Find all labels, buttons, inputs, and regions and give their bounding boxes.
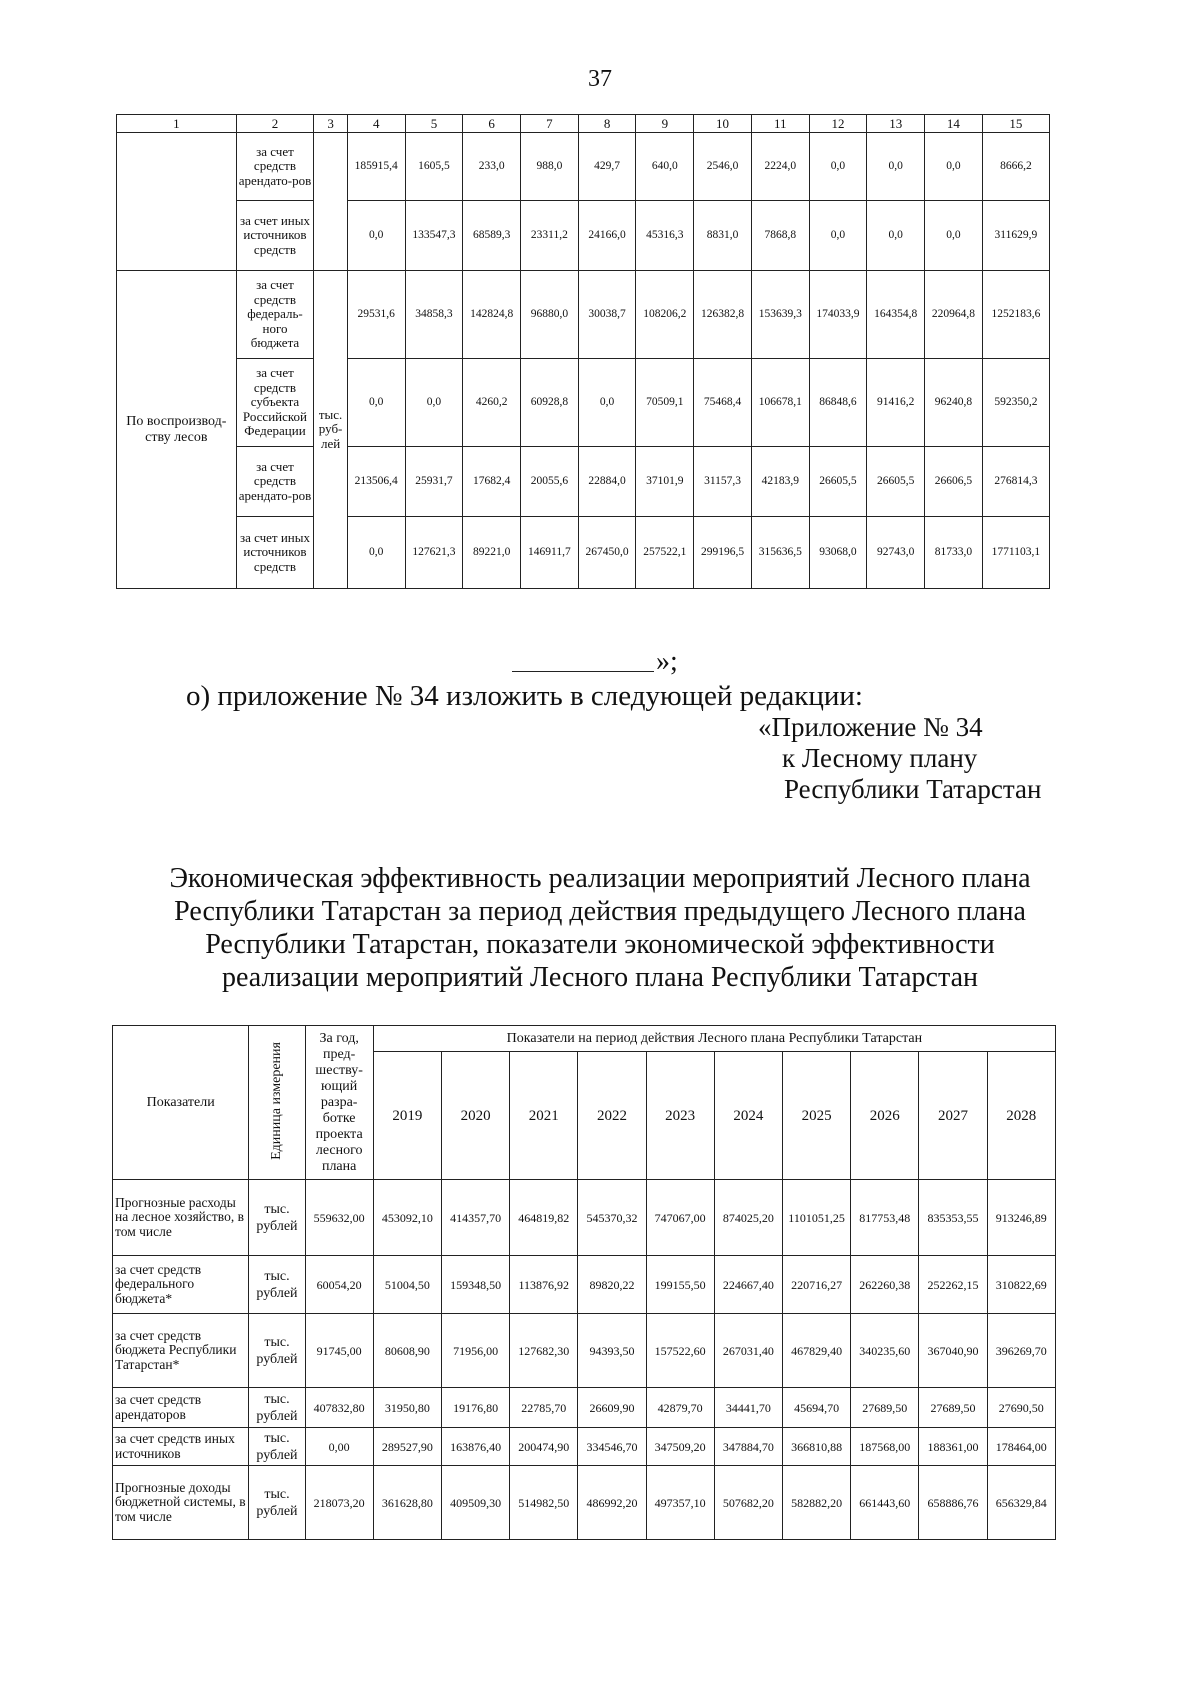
value-cell: 396269,70 [987,1314,1055,1388]
value-cell: 8666,2 [982,133,1049,201]
value-cell: 26609,90 [578,1388,646,1428]
year-header: 2019 [373,1052,441,1180]
table-row [117,201,1050,271]
value-cell: 640,0 [636,133,694,201]
value-cell: 146911,7 [521,517,579,589]
value-cell: 45694,70 [782,1388,850,1428]
value-cell: 42879,70 [646,1388,714,1428]
value-cell: 23311,2 [521,201,579,271]
table-row [113,1314,1056,1388]
value-cell: 299196,5 [694,517,752,589]
value-cell: 334546,70 [578,1428,646,1466]
value-cell: 42183,9 [751,447,809,517]
value-cell: 96880,0 [521,271,579,359]
indicator-cell: за счет средств иных источников [113,1428,249,1466]
value-cell: 89820,22 [578,1256,646,1314]
value-cell: 453092,10 [373,1180,441,1256]
table-row [117,447,1050,517]
unit-cell: тыс. рублей [249,1466,305,1540]
value-cell: 75468,4 [694,359,752,447]
value-cell: 37101,9 [636,447,694,517]
budget-source-table [116,114,1050,589]
economic-efficiency-table [112,1025,1056,1540]
value-cell: 89221,0 [463,517,521,589]
value-cell: 127621,3 [405,517,463,589]
prev-year-cell: 60054,20 [305,1256,373,1314]
value-cell: 656329,84 [987,1466,1055,1540]
value-cell: 0,0 [925,201,983,271]
value-cell: 311629,9 [982,201,1049,271]
prev-year-cell: 0,00 [305,1428,373,1466]
value-cell: 340235,60 [851,1314,919,1388]
table-row [117,359,1050,447]
value-cell: 164354,8 [867,271,925,359]
title-line: Республики Татарстан, показатели экономической эффективности [205,929,995,960]
header-unit: Единица измерения [249,1026,305,1180]
source-cell: за счет средств арендато-ров [236,447,314,517]
value-cell: 0,0 [809,201,867,271]
value-cell: 91416,2 [867,359,925,447]
indicator-cell: Прогнозные доходы бюджетной системы, в том числе [113,1466,249,1540]
value-cell: 17682,4 [463,447,521,517]
value-cell: 497357,10 [646,1466,714,1540]
value-cell: 188361,00 [919,1428,987,1466]
closing-quote-line: »; [512,646,678,678]
value-cell: 24166,0 [578,201,636,271]
table-row [113,1180,1056,1256]
value-cell: 545370,32 [578,1180,646,1256]
value-cell: 163876,40 [441,1428,509,1466]
prev-year-cell: 218073,20 [305,1466,373,1540]
column-number: 12 [809,115,867,133]
value-cell: 0,0 [867,133,925,201]
value-cell: 367040,90 [919,1314,987,1388]
indicator-cell: за счет средств бюджета Республики Татарстан* [113,1314,249,1388]
value-cell: 26606,5 [925,447,983,517]
unit-cell: тыс. руб-лей [314,271,348,589]
value-cell: 81733,0 [925,517,983,589]
value-cell: 988,0 [521,133,579,201]
value-cell: 29531,6 [347,271,405,359]
unit-cell: тыс. рублей [249,1388,305,1428]
value-cell: 409509,30 [441,1466,509,1540]
value-cell: 187568,00 [851,1428,919,1466]
value-cell: 22785,70 [510,1388,578,1428]
column-number: 15 [982,115,1049,133]
year-header: 2027 [919,1052,987,1180]
indicator-cell: за счет средств федерального бюджета* [113,1256,249,1314]
page-number: 37 [588,66,612,92]
value-cell: 27689,50 [851,1388,919,1428]
value-cell: 267450,0 [578,517,636,589]
value-cell: 30038,7 [578,271,636,359]
value-cell: 0,0 [809,133,867,201]
value-cell: 96240,8 [925,359,983,447]
value-cell: 27690,50 [987,1388,1055,1428]
title-line: Республики Татарстан за период действия предыдущего Лесного плана [174,896,1026,927]
appendix-line-1: «Приложение № 34 [758,712,983,742]
source-cell: за счет средств арендато-ров [236,133,314,201]
column-number: 14 [925,115,983,133]
value-cell: 514982,50 [510,1466,578,1540]
value-cell: 347884,70 [714,1428,782,1466]
value-cell: 26605,5 [809,447,867,517]
value-cell: 913246,89 [987,1180,1055,1256]
value-cell: 233,0 [463,133,521,201]
value-cell: 133547,3 [405,201,463,271]
value-cell: 0,0 [347,201,405,271]
value-cell: 220716,27 [782,1256,850,1314]
value-cell: 213506,4 [347,447,405,517]
value-cell: 366810,88 [782,1428,850,1466]
value-cell: 8831,0 [694,201,752,271]
column-number: 10 [694,115,752,133]
appendix-reference [758,712,1041,805]
value-cell: 51004,50 [373,1256,441,1314]
title-line: реализации мероприятий Лесного плана Республики Татарстан [222,962,978,993]
table-row [117,517,1050,589]
value-cell: 661443,60 [851,1466,919,1540]
value-cell: 22884,0 [578,447,636,517]
group-cell-empty [117,133,237,271]
header-period: Показатели на период действия Лесного плана Республики Татарстан [373,1026,1055,1052]
indicator-cell: за счет средств арендаторов [113,1388,249,1428]
unit-cell-empty [314,133,348,271]
source-cell: за счет средств субъекта Российской Федерации [236,359,314,447]
year-header: 2021 [510,1052,578,1180]
table-row [113,1428,1056,1466]
value-cell: 7868,8 [751,201,809,271]
source-cell: за счет средств федераль-ного бюджета [236,271,314,359]
value-cell: 200474,90 [510,1428,578,1466]
column-number: 4 [347,115,405,133]
column-number: 3 [314,115,348,133]
value-cell: 31950,80 [373,1388,441,1428]
value-cell: 26605,5 [867,447,925,517]
value-cell: 106678,1 [751,359,809,447]
value-cell: 1771103,1 [982,517,1049,589]
value-cell: 178464,00 [987,1428,1055,1466]
value-cell: 252262,15 [919,1256,987,1314]
column-number: 5 [405,115,463,133]
value-cell: 262260,38 [851,1256,919,1314]
value-cell: 1605,5 [405,133,463,201]
prev-year-cell: 407832,80 [305,1388,373,1428]
unit-cell: тыс. рублей [249,1428,305,1466]
value-cell: 68589,3 [463,201,521,271]
unit-cell: тыс. рублей [249,1314,305,1388]
year-header: 2024 [714,1052,782,1180]
table-row [113,1466,1056,1540]
value-cell: 592350,2 [982,359,1049,447]
value-cell: 0,0 [347,359,405,447]
column-number: 11 [751,115,809,133]
year-header: 2026 [851,1052,919,1180]
value-cell: 835353,55 [919,1180,987,1256]
table-row [113,1256,1056,1314]
value-cell: 153639,3 [751,271,809,359]
value-cell: 429,7 [578,133,636,201]
blank-line [512,649,654,672]
unit-cell: тыс. рублей [249,1256,305,1314]
document-title [100,862,1100,994]
value-cell: 414357,70 [441,1180,509,1256]
value-cell: 70509,1 [636,359,694,447]
value-cell: 224667,40 [714,1256,782,1314]
value-cell: 19176,80 [441,1388,509,1428]
value-cell: 0,0 [867,201,925,271]
value-cell: 658886,76 [919,1466,987,1540]
table-row [113,1388,1056,1428]
value-cell: 507682,20 [714,1466,782,1540]
value-cell: 310822,69 [987,1256,1055,1314]
value-cell: 582882,20 [782,1466,850,1540]
value-cell: 71956,00 [441,1314,509,1388]
group-label: По воспроизвод-ству лесов [117,271,237,589]
value-cell: 20055,6 [521,447,579,517]
value-cell: 257522,1 [636,517,694,589]
prev-year-cell: 91745,00 [305,1314,373,1388]
column-number: 9 [636,115,694,133]
year-header: 2022 [578,1052,646,1180]
value-cell: 157522,60 [646,1314,714,1388]
value-cell: 0,0 [347,517,405,589]
table-row [117,133,1050,201]
value-cell: 220964,8 [925,271,983,359]
title-line: Экономическая эффективность реализации мероприятий Лесного плана [169,863,1031,894]
column-number: 2 [236,115,314,133]
value-cell: 1101051,25 [782,1180,850,1256]
value-cell: 185915,4 [347,133,405,201]
value-cell: 4260,2 [463,359,521,447]
value-cell: 108206,2 [636,271,694,359]
header-prev-year: За год, пред-шеству-ющий разра-ботке проекта лесного плана [305,1026,373,1180]
value-cell: 127682,30 [510,1314,578,1388]
column-number: 13 [867,115,925,133]
year-header: 2025 [782,1052,850,1180]
value-cell: 80608,90 [373,1314,441,1388]
value-cell: 467829,40 [782,1314,850,1388]
appendix-line-2: к Лесному плану [782,743,978,773]
value-cell: 159348,50 [441,1256,509,1314]
value-cell: 126382,8 [694,271,752,359]
value-cell: 92743,0 [867,517,925,589]
value-cell: 93068,0 [809,517,867,589]
value-cell: 464819,82 [510,1180,578,1256]
year-header: 2020 [441,1052,509,1180]
value-cell: 25931,7 [405,447,463,517]
value-cell: 267031,40 [714,1314,782,1388]
column-number: 7 [521,115,579,133]
year-header: 2023 [646,1052,714,1180]
value-cell: 174033,9 [809,271,867,359]
value-cell: 60928,8 [521,359,579,447]
value-cell: 31157,3 [694,447,752,517]
prev-year-cell: 559632,00 [305,1180,373,1256]
column-number-row [117,115,1050,133]
value-cell: 874025,20 [714,1180,782,1256]
year-header: 2028 [987,1052,1055,1180]
source-cell: за счет иных источников средств [236,517,314,589]
value-cell: 747067,00 [646,1180,714,1256]
value-cell: 142824,8 [463,271,521,359]
value-cell: 276814,3 [982,447,1049,517]
value-cell: 289527,90 [373,1428,441,1466]
value-cell: 86848,6 [809,359,867,447]
unit-cell: тыс. рублей [249,1180,305,1256]
table-row [117,271,1050,359]
value-cell: 94393,50 [578,1314,646,1388]
value-cell: 315636,5 [751,517,809,589]
value-cell: 347509,20 [646,1428,714,1466]
value-cell: 45316,3 [636,201,694,271]
column-number: 6 [463,115,521,133]
value-cell: 817753,48 [851,1180,919,1256]
value-cell: 0,0 [925,133,983,201]
amendment-paragraph: о) приложение № 34 изложить в следующей редакции: [186,680,863,712]
value-cell: 0,0 [405,359,463,447]
value-cell: 34858,3 [405,271,463,359]
header-indicator: Показатели [113,1026,249,1180]
value-cell: 486992,20 [578,1466,646,1540]
value-cell: 1252183,6 [982,271,1049,359]
value-cell: 27689,50 [919,1388,987,1428]
value-cell: 2224,0 [751,133,809,201]
appendix-line-3: Республики Татарстан [784,774,1042,804]
column-number: 1 [117,115,237,133]
value-cell: 34441,70 [714,1388,782,1428]
value-cell: 2546,0 [694,133,752,201]
indicator-cell: Прогнозные расходы на лесное хозяйство, в том числе [113,1180,249,1256]
value-cell: 199155,50 [646,1256,714,1314]
column-number: 8 [578,115,636,133]
value-cell: 0,0 [578,359,636,447]
value-cell: 113876,92 [510,1256,578,1314]
value-cell: 361628,80 [373,1466,441,1540]
source-cell: за счет иных источников средств [236,201,314,271]
